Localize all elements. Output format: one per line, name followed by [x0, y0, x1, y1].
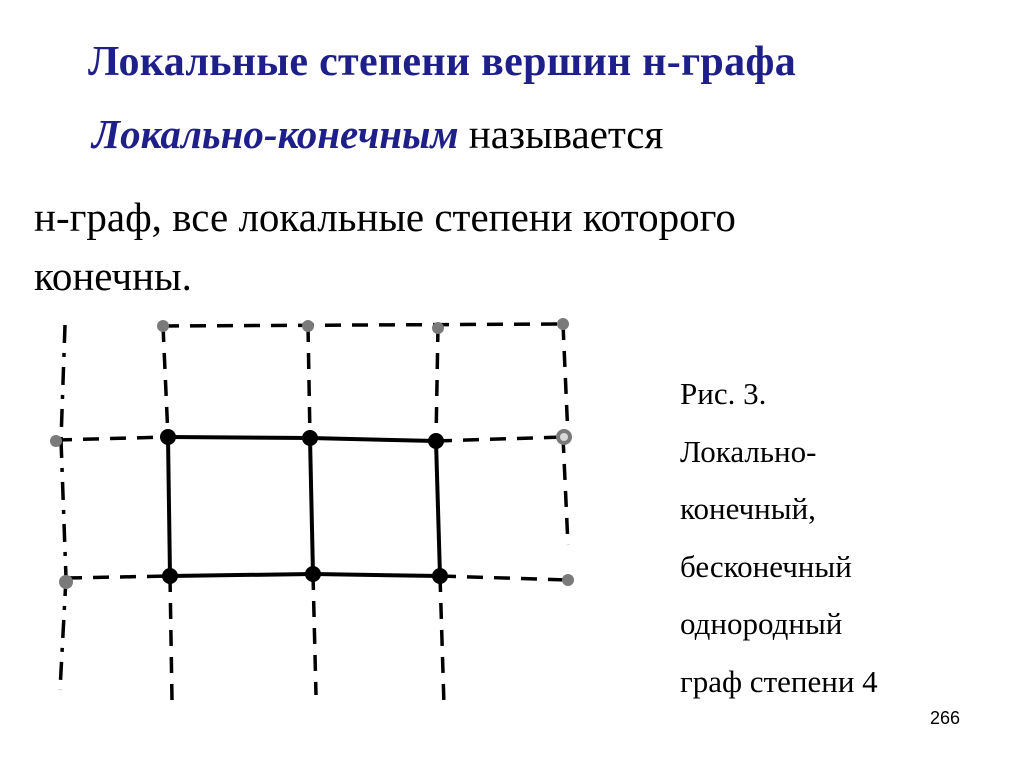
slide-title: Локальные степени вершин н-графа — [88, 39, 797, 85]
caption-line: граф степени 4 — [680, 663, 878, 699]
vertex-finite — [302, 430, 318, 446]
solid-edges — [168, 437, 440, 576]
vertex-boundary-center — [560, 433, 568, 441]
caption-line: конечный, — [680, 491, 816, 526]
vertex-finite — [305, 566, 321, 582]
edge-dashed — [436, 326, 438, 441]
edge-dash-dot — [60, 578, 66, 690]
vertex-boundary — [59, 575, 73, 589]
definition-term: Локально-конечным — [92, 111, 459, 157]
edge-dashed — [163, 324, 563, 326]
definition-line-2: н-граф, все локальные степени которого — [34, 194, 736, 240]
edge-dashed — [66, 576, 170, 578]
edge-dash-dot — [61, 440, 66, 578]
edge-solid — [170, 574, 313, 576]
edge-solid — [168, 437, 170, 576]
caption-line: Локально- — [680, 433, 817, 469]
dash-dot-edges — [60, 325, 66, 690]
edge-solid — [310, 438, 313, 574]
vertex-boundary — [157, 320, 169, 332]
vertex-boundary — [302, 320, 314, 332]
edge-dashed — [170, 576, 172, 700]
edge-dashed — [56, 437, 168, 440]
edge-dashed — [313, 574, 316, 695]
edge-dashed — [440, 576, 568, 580]
vertex-boundary — [432, 322, 444, 334]
vertex-boundary — [50, 435, 62, 447]
definition-rest: называется — [458, 111, 664, 157]
edge-dashed — [563, 437, 568, 545]
edge-dashed — [563, 324, 568, 437]
figure-caption — [680, 365, 878, 710]
edge-solid — [436, 441, 440, 576]
edge-dash-dot — [61, 325, 65, 440]
edge-solid — [313, 574, 440, 576]
caption-line: Рис. 3. — [680, 376, 767, 411]
vertex-finite — [428, 433, 444, 449]
vertex-finite — [432, 568, 448, 584]
edge-dashed — [163, 326, 168, 437]
vertex-finite — [160, 429, 176, 445]
edge-dashed — [308, 326, 310, 438]
vertex-boundary — [557, 318, 569, 330]
page-number: 266 — [930, 708, 961, 728]
caption-line: бесконечный — [680, 548, 852, 584]
edge-solid — [168, 437, 310, 438]
vertex-boundary — [562, 574, 574, 586]
vertex-finite — [162, 568, 178, 584]
edge-dashed — [440, 576, 444, 705]
edge-dashed — [436, 437, 563, 441]
definition-line-3: конечны. — [34, 253, 192, 299]
caption-line: однородный — [680, 606, 843, 641]
edge-solid — [310, 438, 436, 441]
finite-vertices — [160, 429, 448, 584]
